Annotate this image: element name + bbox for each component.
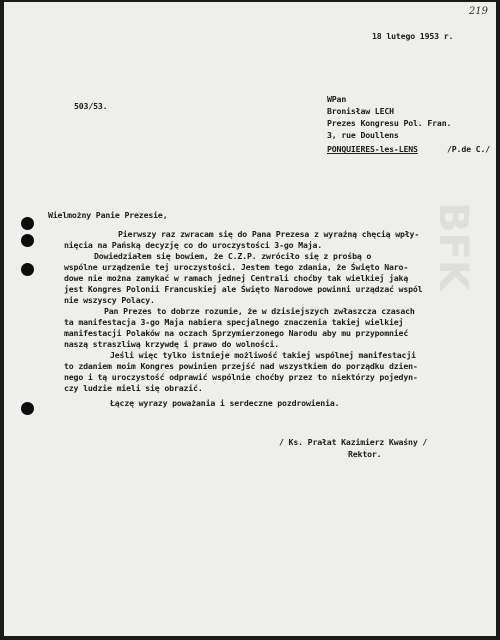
body-line: to zdaniem moim Kongres powinien przejść nad wszystkiem do porządku dzien- (64, 361, 418, 371)
body-line: ta manifestacja 3-go Maja nabiera specjalnego znaczenia takiej wielkiej (64, 317, 404, 327)
addressee-line-1: WPan (327, 94, 347, 104)
body-line: nego i tą uroczystość odprawić wspólnie choćby przez to niektórzy pojedyn- (64, 372, 418, 382)
page-number: 219 (468, 6, 488, 17)
punch-hole (21, 402, 34, 415)
body-line: Łączę wyrazy poważania i serdeczne pozdrowienia. (110, 398, 340, 408)
body-line: naszą straszliwą krzywdę i prawo do wolności. (64, 339, 280, 349)
addressee-city: PONQUIERES-les-LENS (327, 144, 418, 154)
punch-hole (21, 217, 34, 230)
addressee-line-2: Bronisław LECH (327, 106, 394, 116)
body-line: Pierwszy raz zwracam się do Pana Prezesa z wyraźną chęcią wpły- (118, 229, 420, 239)
punch-hole (21, 234, 34, 247)
addressee-country: /P.de C./ (447, 144, 491, 154)
body-line: nie wszyscy Polacy. (64, 295, 155, 305)
body-line: dowe nie można zamykać w ramach jednej Centrali choćby tak wielkiej jaką (64, 273, 409, 283)
body-line: Dowiedziałem się bowiem, że C.Z.P. zwróciło się z prośbą o (94, 251, 372, 261)
body-line: wspólne urządzenie tej uroczystości. Jestem tego zdania, że Święto Naro- (64, 262, 409, 272)
body-line: jest Kongres Polonii Francuskiej ale Święto Narodowe powinni urządzać wspól (64, 284, 423, 294)
reference-number: 503/53. (74, 101, 108, 111)
signature-name: / Ks. Prałat Kazimierz Kwaśny / (279, 437, 428, 447)
body-line: Pan Prezes to dobrze rozumie, że w dzisiejszych zwłaszcza czasach (104, 306, 415, 316)
punch-hole (21, 263, 34, 276)
addressee-line-3: Prezes Kongresu Pol. Fran. (327, 118, 452, 128)
signature-title: Rektor. (348, 449, 382, 459)
letter-date: 18 lutego 1953 r. (372, 31, 454, 41)
faint-stamp: BFK (430, 202, 476, 291)
body-line: Jeśli więc tylko istnieje możliwość takiej wspólnej manifestacji (110, 350, 416, 360)
addressee-line-4: 3, rue Doullens (327, 130, 399, 140)
body-line: czy ludzie mieli się obrazić. (64, 383, 203, 393)
body-line: nięcia na Pańską decyzję co do uroczystości 3-go Maja. (64, 240, 323, 250)
letter-page (4, 2, 496, 636)
body-line: manifestacji Polaków na oczach Sprzymierzonego Narodu aby mu przypomnieć (64, 328, 409, 338)
salutation: Wielmożny Panie Prezesie, (48, 210, 168, 220)
